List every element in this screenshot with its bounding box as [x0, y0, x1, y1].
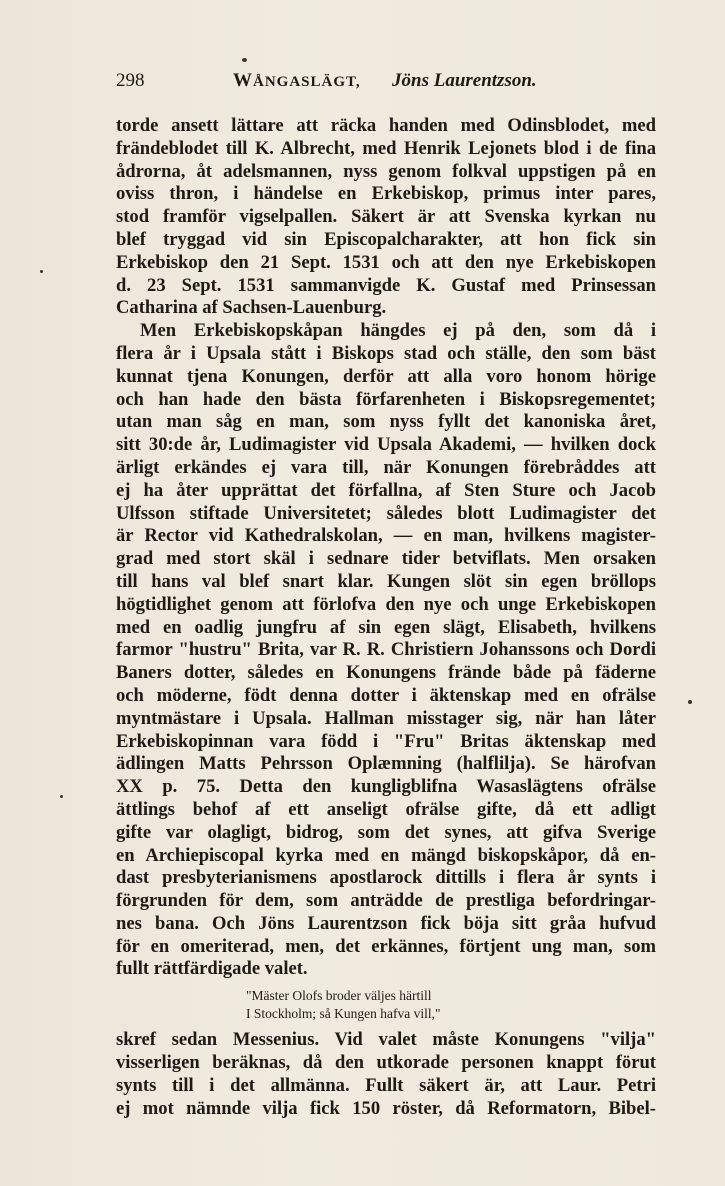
- text-line: ädlingen Matts Pehrsson Oplæmning (halflilja). Se härofvan: [116, 753, 656, 775]
- text-line: till hans val blef snart klar. Kungen slöt sin egen bröllops: [116, 570, 656, 592]
- text-line: sitt 30:de år, Ludimagister vid Upsala Akademi, — hvilken dock: [116, 434, 656, 456]
- text-line: ättlings behof af ett anseligt ofrälse gifte, då ett adligt: [116, 798, 656, 820]
- text-line: ärligt erkändes ej vara till, när Konungen förebråddes att: [116, 456, 656, 478]
- running-title-rest: ÅNGASLÄGT,: [253, 74, 361, 90]
- text-line: utan man såg en man, som nyss fyllt det kanoniska året,: [116, 411, 656, 433]
- text-line: oviss thron, i händelse en Erkebiskop, primus inter pares,: [116, 183, 656, 205]
- paper-speck: [40, 270, 43, 273]
- text-line: torde ansett lättare att räcka handen med Odinsblodet, med: [116, 115, 656, 136]
- text-line: fullt rättfärdigade valet.: [116, 958, 308, 980]
- text-line: och han hade den bästa förfarenheten i Biskopsregementet;: [116, 388, 656, 410]
- body-text: [116, 115, 656, 1120]
- text-line: farmor "hustru" Brita, var R. R. Christiern Johanssons och Dordi: [116, 639, 656, 661]
- paper-speck: [60, 795, 63, 798]
- text-line: synts till i det allmänna. Fullt säkert är, att Laur. Petri: [116, 1074, 656, 1096]
- text-line: ej ha åter upprättat det förfallna, af Sten Sture och Jacob: [116, 479, 656, 501]
- text-line: ej mot nämnde vilja fick 150 röster, då Reformatorn, Bibel-: [116, 1097, 656, 1119]
- running-title-initial: W: [233, 70, 253, 91]
- text-line: myntmästare i Upsala. Hallman misstager sig, när han låter: [116, 707, 656, 729]
- running-author: Jöns Laurentzson.: [392, 70, 537, 91]
- text-line: gifte var olagligt, bidrog, som det synes, att gifva Sverige: [116, 821, 656, 843]
- text-line: Baners dotter, således en Konungens frände både på fäderne: [116, 662, 656, 684]
- text-line: högtidlighet genom att förlofva den nye och unge Erkebiskopen: [116, 593, 656, 615]
- text-line: grad med stort skäl i sednare tider betviflats. Men orsaken: [116, 548, 656, 570]
- running-title: [233, 70, 361, 92]
- text-line: flera år i Upsala stått i Biskops stad och ställe, den som bäst: [116, 342, 656, 364]
- page-number: 298: [116, 70, 145, 91]
- paper-speck: [688, 700, 692, 704]
- verse-quote-line: I Stockholm; så Kungen hafva vill,": [246, 1006, 441, 1022]
- text-line: frändeblodet till K. Albrecht, med Henrik Lejonets blod i de fina: [116, 137, 656, 159]
- text-line: blef tryggad vid sin Episcopalcharakter, att hon fick sin: [116, 228, 656, 250]
- text-line: kunnat tjena Konungen, derför att alla voro honom hörige: [116, 365, 656, 387]
- text-line: Catharina af Sachsen-Lauenburg.: [116, 297, 387, 319]
- text-line: XX p. 75. Detta den kungligblifna Wasaslägtens ofrälse: [116, 776, 656, 798]
- text-line: nes bana. Och Jöns Laurentzson fick böja sitt gråa hufvud: [116, 912, 656, 934]
- verse-quote-line: "Mäster Olofs broder väljes härtill: [246, 988, 432, 1004]
- text-line: d. 23 Sept. 1531 sammanvigde K. Gustaf med Prinsessan: [116, 274, 656, 296]
- paper-speck: [242, 58, 247, 62]
- text-line: Erkebiskopinnan vara född i "Fru" Britas äktenskap med: [116, 730, 656, 752]
- text-line: visserligen beräknas, då den utkorade personen knappt förut: [116, 1052, 656, 1074]
- text-line: Erkebiskop den 21 Sept. 1531 och att den nye Erkebiskopen: [116, 251, 656, 273]
- text-line: en Archiepiscopal kyrka med en mängd biskopskåpor, då en-: [116, 844, 656, 866]
- text-line: ådrorna, åt adelsmannen, nyss genom folkval uppstigen på en: [116, 160, 656, 182]
- text-line: skref sedan Messenius. Vid valet måste Konungens "vilja": [116, 1029, 656, 1051]
- text-line: med en oadlig jungfru af sin egen slägt, Elisabeth, hvilkens: [116, 616, 656, 638]
- text-line: och möderne, födt denna dotter i äktenskap med en ofrälse: [116, 684, 656, 706]
- text-line: är Rector vid Kathedralskolan, — en man, hvilkens magister-: [116, 525, 656, 547]
- text-line: förgrunden för dem, som anträdde de prestliga befordringar-: [116, 890, 656, 912]
- text-line: Ulfsson stiftade Universitetet; således blott Ludimagister det: [116, 502, 656, 524]
- text-line: Men Erkebiskopskåpan hängdes ej på den, som då i: [140, 320, 656, 342]
- text-line: stod framför vigselpallen. Säkert är att Svenska kyrkan nu: [116, 206, 656, 228]
- text-line: dast presbyterianismens apostlarock dittills i flera år synts i: [116, 867, 656, 889]
- text-line: för en omeriterad, men, det erkännes, förtjent ung man, som: [116, 935, 656, 957]
